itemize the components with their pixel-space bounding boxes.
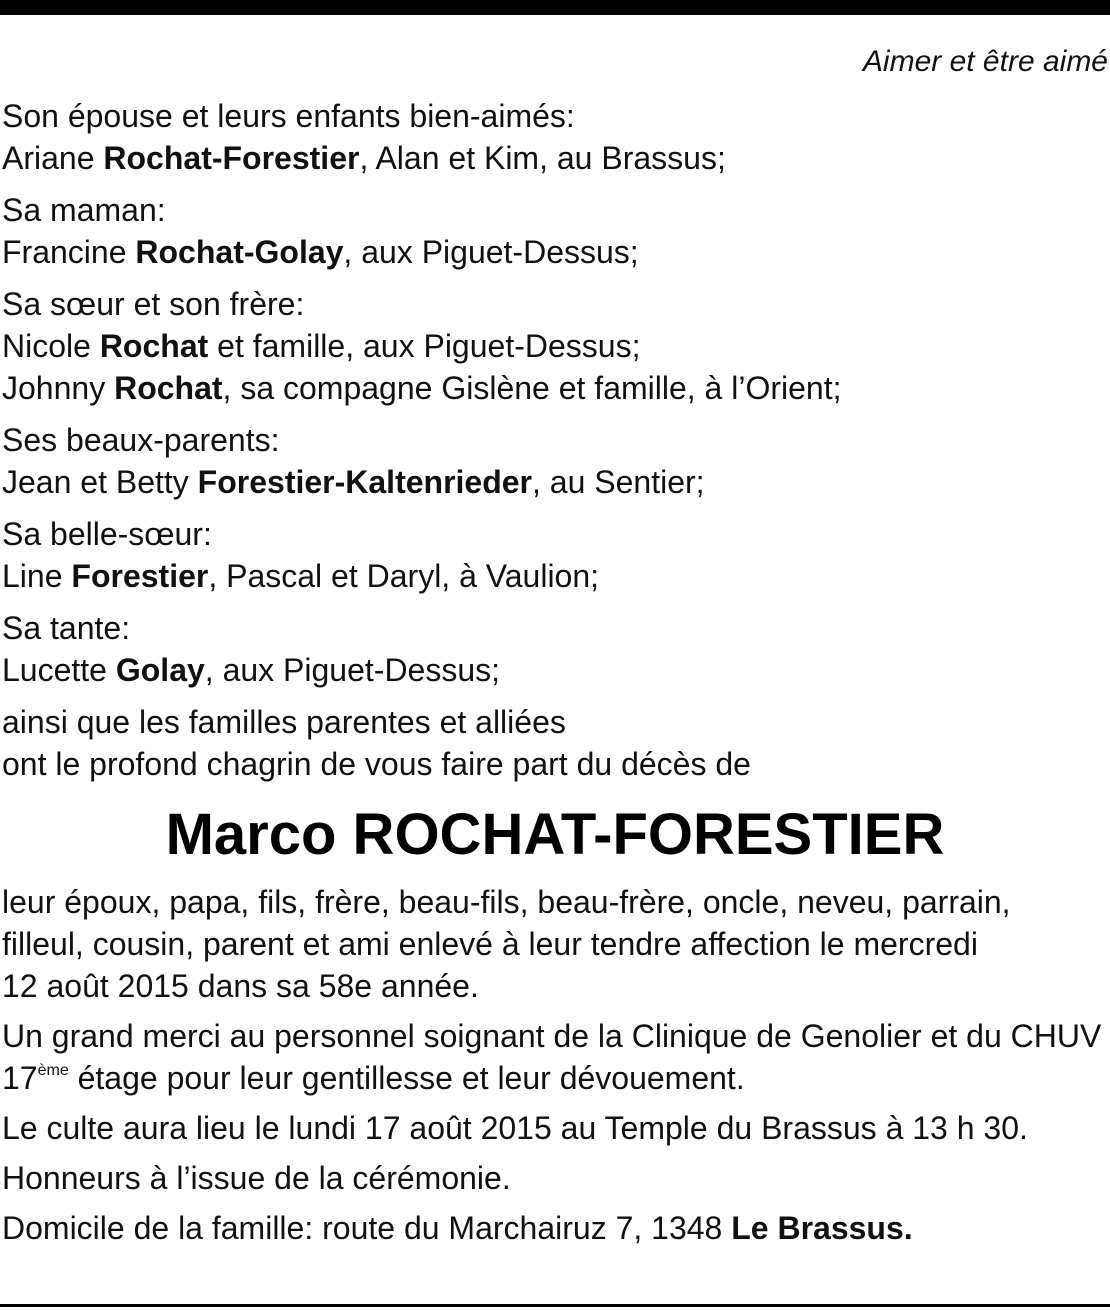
family-group [2, 607, 1108, 691]
member-details: , aux Piguet-Dessus; [204, 652, 501, 688]
family-group-heading: Sa maman: [2, 192, 166, 228]
member-details: , au Sentier; [532, 464, 705, 500]
family-group [2, 419, 1108, 503]
domicile-paragraph [2, 1207, 1108, 1249]
family-member-entry [2, 367, 1108, 409]
obituary-body [2, 95, 1108, 1257]
family-list [2, 95, 1108, 691]
bottom-border-rule [0, 1304, 1110, 1307]
member-surname: Rochat [99, 328, 209, 364]
member-surname: Rochat-Golay [135, 234, 344, 270]
deceased-name: Marco ROCHAT-FORESTIER [165, 802, 945, 867]
family-group-heading: Sa belle-sœur: [2, 516, 212, 552]
member-first-name: Ariane [2, 140, 104, 176]
thanks-paragraph [2, 1015, 1108, 1099]
family-group-heading: Sa tante: [2, 610, 131, 646]
domicile-info [2, 1207, 1108, 1249]
family-member-entry [2, 231, 1108, 273]
honours-info: Honneurs à l’issue de la cérémonie. [2, 1160, 511, 1196]
domicile-text: Domicile de la famille: route du Marchairuz 7, 1348 [2, 1210, 732, 1246]
member-first-name: Johnny [2, 370, 115, 406]
family-group-heading: Ses beaux-parents: [2, 422, 280, 458]
description-paragraph [2, 881, 1108, 1007]
member-details: , Alan et Kim, au Brassus; [359, 140, 726, 176]
family-group-heading: Sa sœur et son frère: [2, 286, 305, 322]
member-first-name: Nicole [2, 328, 100, 364]
family-group [2, 95, 1108, 179]
announcement-line: ainsi que les familles parentes et alliées [2, 704, 566, 740]
honours-paragraph [2, 1157, 1108, 1199]
family-group [2, 513, 1108, 597]
thanks-line: Un grand merci au personnel soignant de la Clinique de Genolier et du CHUV [2, 1018, 1102, 1054]
family-group [2, 189, 1108, 273]
member-first-name: Jean et Betty [2, 464, 198, 500]
description-line: 12 août 2015 dans sa 58e année. [2, 968, 479, 1004]
domicile-locality: Le Brassus. [731, 1210, 913, 1246]
member-surname: Rochat [114, 370, 223, 406]
service-info: Le culte aura lieu le lundi 17 août 2015 au Temple du Brassus à 13 h 30. [2, 1110, 1028, 1146]
floor-number: 17 [2, 1060, 38, 1096]
announcement-line: ont le profond chagrin de vous faire part du décès de [2, 746, 751, 782]
member-first-name: Francine [2, 234, 136, 270]
ordinal-suffix: ème [37, 1062, 69, 1079]
member-details: , Pascal et Daryl, à Vaulion; [208, 558, 600, 594]
description-line: filleul, cousin, parent et ami enlevé à leur tendre affection le mercredi [2, 926, 978, 962]
motto: Aimer et être aimé [862, 45, 1108, 78]
family-member-entry [2, 325, 1108, 367]
family-member-entry [2, 649, 1108, 691]
member-surname: Forestier-Kaltenrieder [197, 464, 532, 500]
thanks-line [2, 1057, 1108, 1099]
family-member-entry [2, 555, 1108, 597]
family-member-entry [2, 137, 1108, 179]
family-group [2, 283, 1108, 409]
member-details: , aux Piguet-Dessus; [343, 234, 639, 270]
member-details: et famille, aux Piguet-Dessus; [208, 328, 641, 364]
family-member-entry [2, 461, 1108, 503]
family-group-heading: Son épouse et leurs enfants bien-aimés: [2, 98, 575, 134]
member-surname: Rochat-Forestier [103, 140, 360, 176]
member-surname: Golay [115, 652, 205, 688]
member-first-name: Line [2, 558, 72, 594]
announcement [2, 701, 1108, 785]
service-paragraph [2, 1107, 1108, 1149]
member-first-name: Lucette [2, 652, 116, 688]
description-line: leur époux, papa, fils, frère, beau-fils, beau-frère, oncle, neveu, parrain, [2, 884, 1011, 920]
top-border-rule [0, 0, 1110, 15]
member-surname: Forestier [71, 558, 209, 594]
thanks-line-rest: étage pour leur gentillesse et leur dévouement. [68, 1060, 745, 1096]
member-details: , sa compagne Gislène et famille, à l’Orient; [222, 370, 842, 406]
